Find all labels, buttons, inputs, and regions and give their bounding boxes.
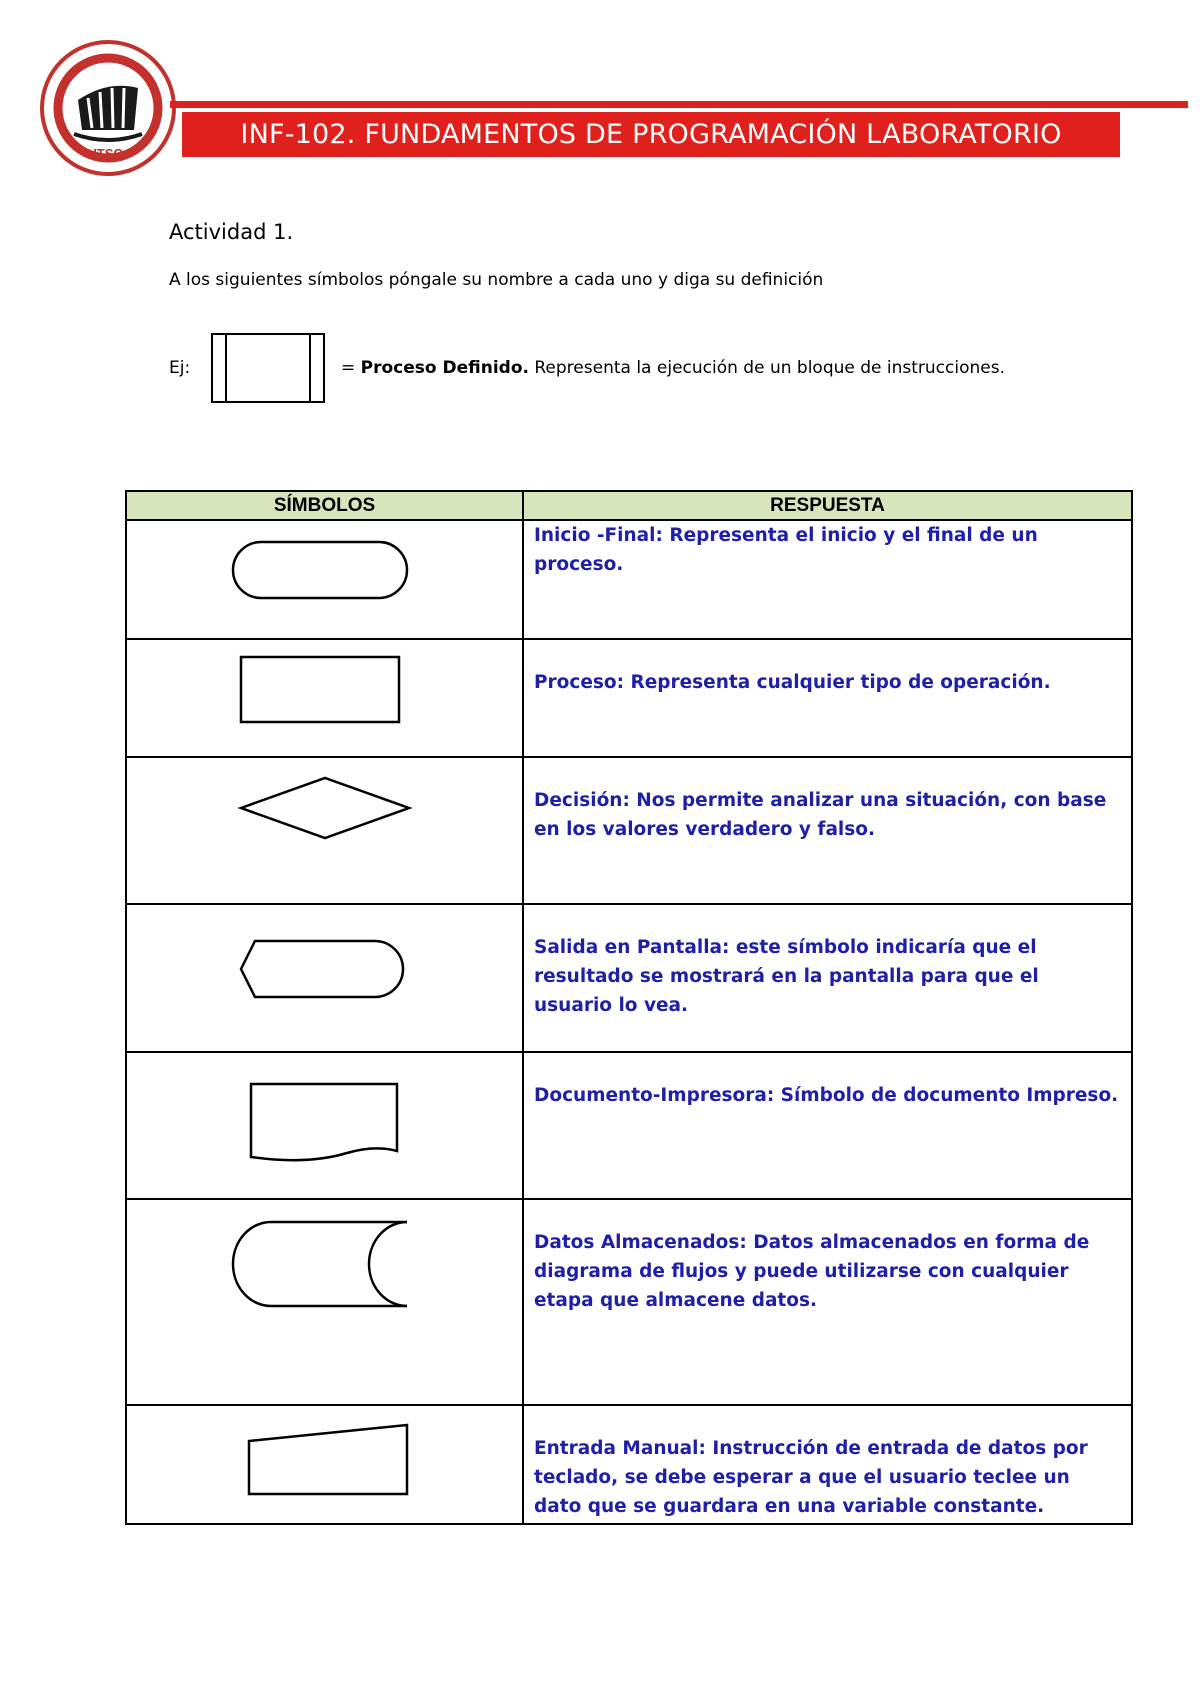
answer-cell <box>523 1199 1132 1405</box>
answer-text: Proceso: Representa cualquier tipo de operación. <box>534 672 1051 693</box>
table-row <box>126 904 1132 1052</box>
symbol-cell <box>126 1052 523 1199</box>
header-answer: RESPUESTA <box>523 491 1132 520</box>
document-icon <box>127 1053 522 1198</box>
example-definition: Representa la ejecución de un bloque de instrucciones. <box>528 358 1005 378</box>
answer-text: Salida en Pantalla: este símbolo indicaría que el resultado se mostrará en la pantalla para que el usuario lo vea. <box>534 937 1039 1016</box>
process-icon <box>127 640 522 756</box>
table-row <box>126 1052 1132 1199</box>
logo-text: ITSC <box>93 146 123 161</box>
symbol-cell <box>126 757 523 904</box>
answer-cell <box>523 520 1132 639</box>
symbol-cell <box>126 1199 523 1405</box>
answer-cell <box>523 757 1132 904</box>
example-label: Ej: <box>169 358 191 378</box>
stored-data-icon <box>127 1200 522 1404</box>
manual-input-icon <box>127 1406 522 1523</box>
answer-text: Decisión: Nos permite analizar una situación, con base en los valores verdadero y falso. <box>534 790 1107 840</box>
table-row <box>126 520 1132 639</box>
symbol-cell <box>126 639 523 757</box>
table-row <box>126 757 1132 904</box>
answer-cell <box>523 1405 1132 1524</box>
terminator-icon <box>127 521 522 638</box>
activity-heading: Actividad 1. <box>169 220 294 244</box>
table-row <box>126 1405 1132 1524</box>
table-row <box>126 639 1132 757</box>
header-symbols: SÍMBOLOS <box>126 491 523 520</box>
instruction-text: A los siguientes símbolos póngale su nombre a cada uno y diga su definición <box>169 270 824 290</box>
answer-text: Inicio -Final: Representa el inicio y el final de un proceso. <box>534 525 1038 575</box>
decision-icon <box>127 758 522 903</box>
course-title: INF-102. FUNDAMENTOS DE PROGRAMACIÓN LABORATORIO <box>182 112 1120 157</box>
example-text <box>341 358 1005 378</box>
symbols-table <box>125 490 1133 1525</box>
example-prefix: = <box>341 358 361 378</box>
answer-text: Documento-Impresora: Símbolo de documento Impreso. <box>534 1085 1119 1106</box>
answer-text: Entrada Manual: Instrucción de entrada de datos por teclado, se debe esperar a que el usuario teclee un dato que se guardara en una variable constante. <box>534 1438 1088 1517</box>
answer-text: Datos Almacenados: Datos almacenados en forma de diagrama de flujos y puede utilizarse con cualquier etapa que almacene datos. <box>534 1232 1090 1311</box>
table-row <box>126 1199 1132 1405</box>
answer-cell <box>523 904 1132 1052</box>
symbol-cell <box>126 904 523 1052</box>
header-rule <box>170 101 1188 108</box>
symbol-cell <box>126 520 523 639</box>
table-header-row <box>126 491 1132 520</box>
display-icon <box>127 905 522 1051</box>
predefined-process-icon <box>210 332 326 404</box>
itsc-logo <box>38 38 178 178</box>
answer-cell <box>523 639 1132 757</box>
example-name: Proceso Definido. <box>360 358 529 378</box>
answer-cell <box>523 1052 1132 1199</box>
symbol-cell <box>126 1405 523 1524</box>
